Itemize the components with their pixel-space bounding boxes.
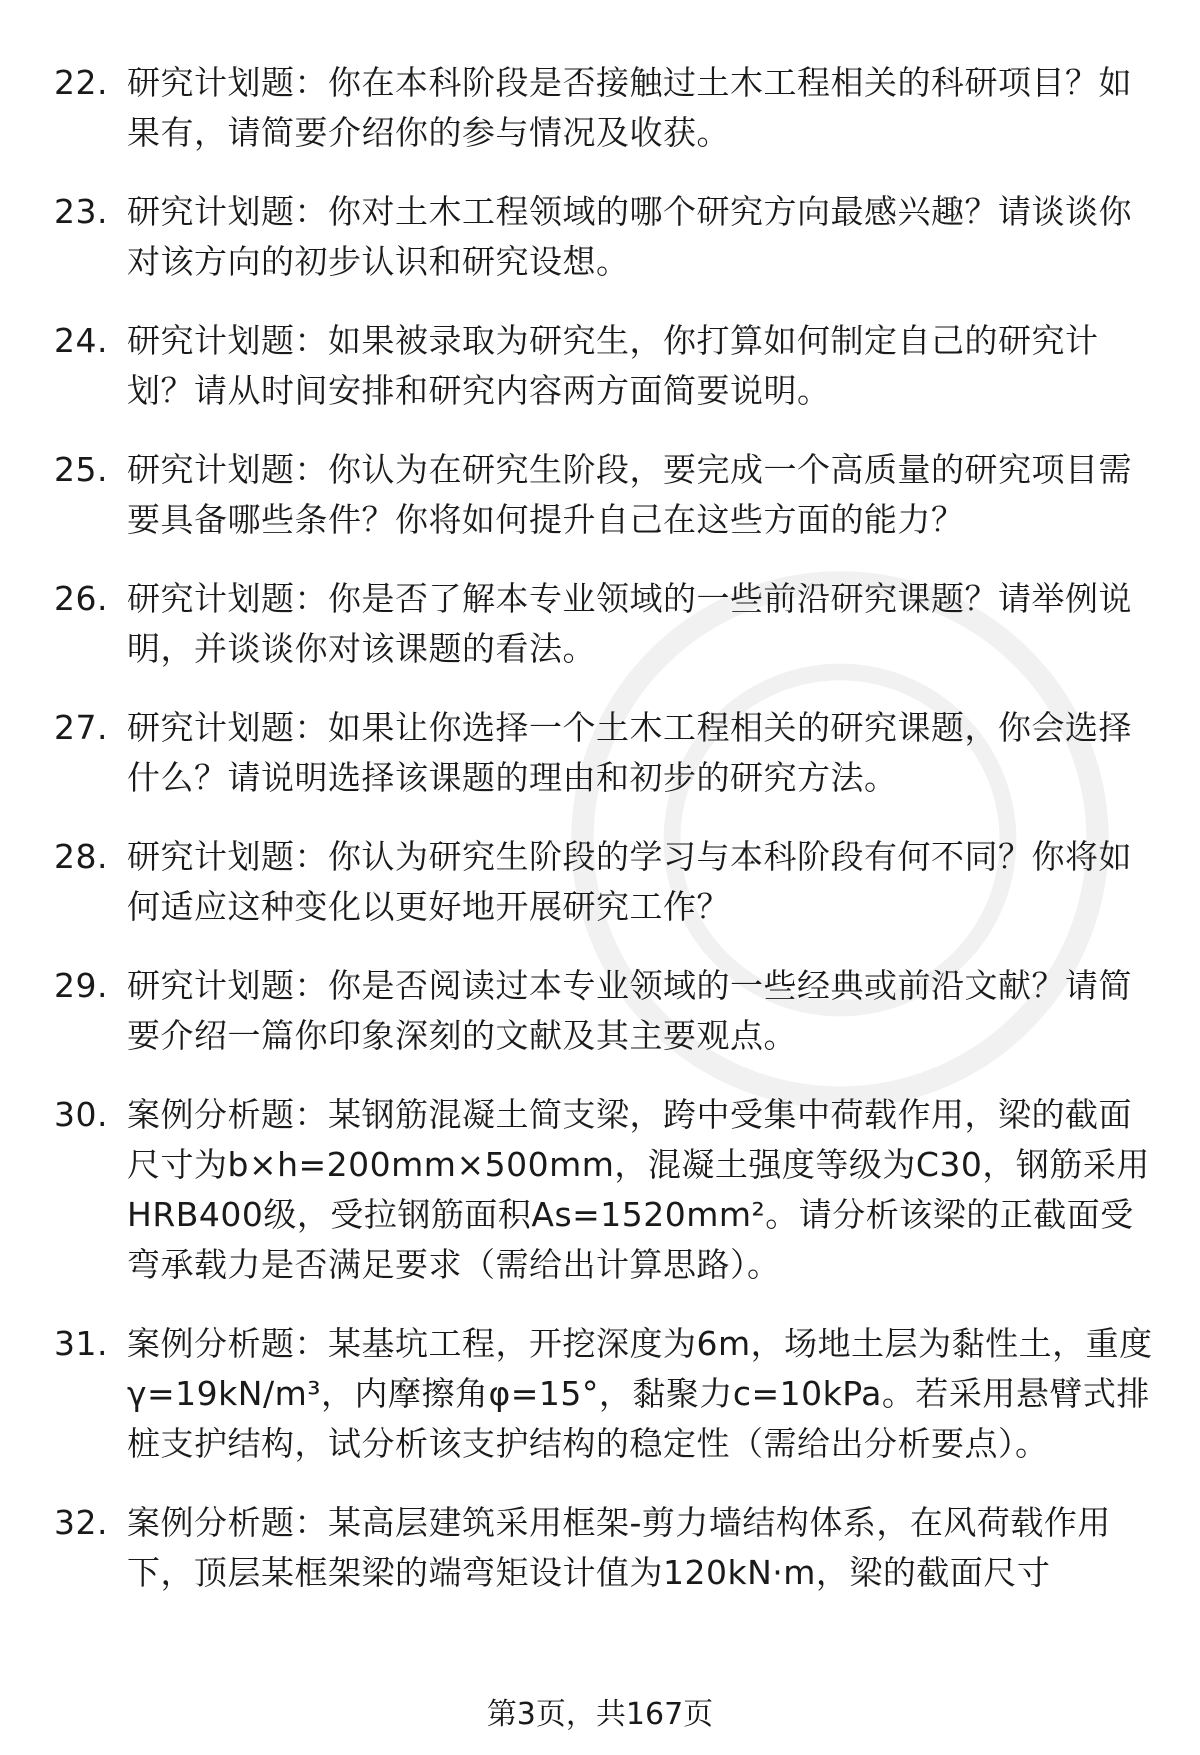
question-text: 研究计划题：你是否了解本专业领域的一些前沿研究课题？请举例说明，并谈谈你对该课题的看法。	[127, 579, 1132, 668]
question-item-26	[0, 574, 1200, 674]
question-text: 研究计划题：你对土木工程领域的哪个研究方向最感兴趣？请谈谈你对该方向的初步认识和研究设想。	[127, 192, 1132, 281]
question-item-29	[0, 961, 1200, 1061]
question-list	[0, 58, 1200, 1627]
question-item-23	[0, 187, 1200, 287]
question-number: 22.	[54, 63, 108, 102]
question-text: 研究计划题：你在本科阶段是否接触过土木工程相关的科研项目？如果有，请简要介绍你的参与情况及收获。	[127, 63, 1132, 152]
question-number: 25.	[54, 450, 108, 489]
question-number: 31.	[54, 1324, 108, 1363]
question-item-24	[0, 316, 1200, 416]
question-item-22	[0, 58, 1200, 158]
question-text: 研究计划题：如果让你选择一个土木工程相关的研究课题，你会选择什么？请说明选择该课题的理由和初步的研究方法。	[127, 708, 1132, 797]
question-item-25	[0, 445, 1200, 545]
question-number: 32.	[54, 1503, 108, 1542]
question-number: 29.	[54, 966, 108, 1005]
question-text: 案例分析题：某基坑工程，开挖深度为6m，场地土层为黏性土，重度γ=19kN/m³，内摩擦角φ=15°，黏聚力c=10kPa。若采用悬臂式排桩支护结构，试分析该支护结构的稳定性（需给出分析要点）。	[127, 1324, 1153, 1463]
question-number: 23.	[54, 192, 108, 231]
question-text: 研究计划题：你认为研究生阶段的学习与本科阶段有何不同？你将如何适应这种变化以更好地开展研究工作？	[127, 837, 1132, 926]
question-text: 案例分析题：某钢筋混凝土简支梁，跨中受集中荷载作用，梁的截面尺寸为b×h=200mm×500mm，混凝土强度等级为C30，钢筋采用HRB400级，受拉钢筋面积As=1520mm²。请分析该梁的正截面受弯承载力是否满足要求（需给出计算思路）。	[127, 1095, 1150, 1284]
question-number: 30.	[54, 1095, 108, 1134]
question-text: 案例分析题：某高层建筑采用框架-剪力墙结构体系，在风荷载作用下，顶层某框架梁的端弯矩设计值为120kN·m，梁的截面尺寸	[127, 1503, 1111, 1592]
question-item-31	[0, 1319, 1200, 1469]
question-text: 研究计划题：你是否阅读过本专业领域的一些经典或前沿文献？请简要介绍一篇你印象深刻的文献及其主要观点。	[127, 966, 1132, 1055]
question-item-32	[0, 1498, 1200, 1598]
question-text: 研究计划题：如果被录取为研究生，你打算如何制定自己的研究计划？请从时间安排和研究内容两方面简要说明。	[127, 321, 1099, 410]
question-number: 27.	[54, 708, 108, 747]
question-number: 24.	[54, 321, 108, 360]
question-text: 研究计划题：你认为在研究生阶段，要完成一个高质量的研究项目需要具备哪些条件？你将如何提升自己在这些方面的能力？	[127, 450, 1132, 539]
page-footer: 第3页，共167页	[486, 1697, 714, 1732]
question-number: 26.	[54, 579, 108, 618]
question-number: 28.	[54, 837, 108, 876]
question-item-27	[0, 703, 1200, 803]
question-item-30	[0, 1090, 1200, 1290]
question-item-28	[0, 832, 1200, 932]
